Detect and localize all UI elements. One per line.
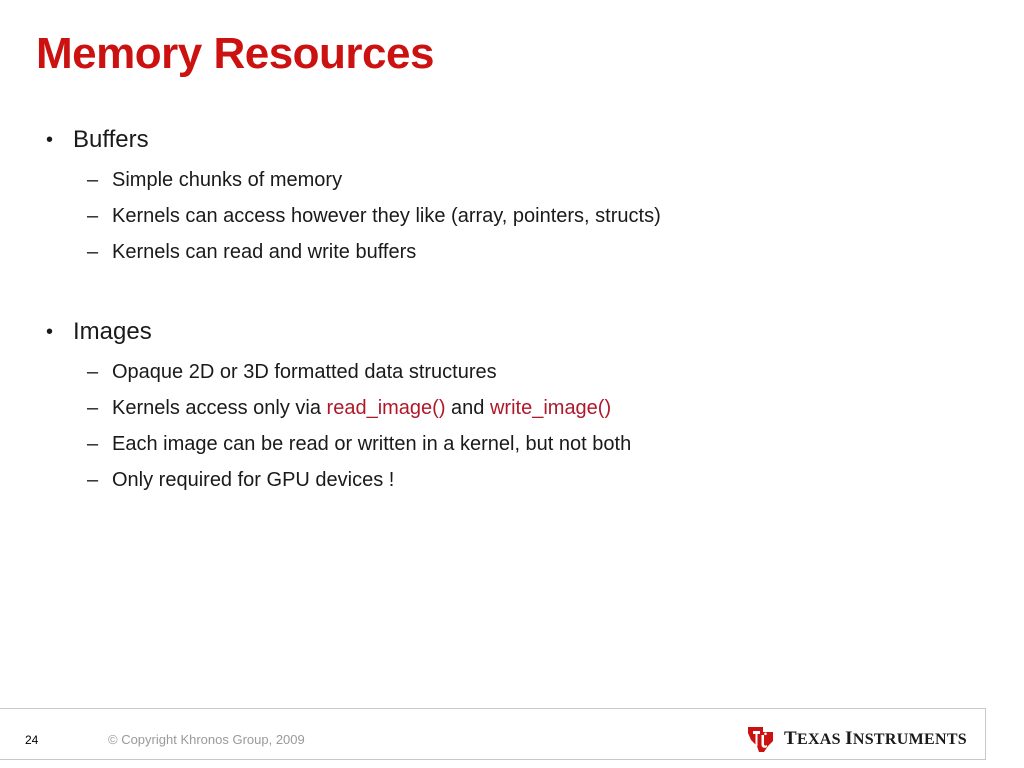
sub-item-text: Kernels can read and write buffers bbox=[112, 241, 417, 263]
texas-instruments-logo-icon bbox=[746, 724, 776, 754]
dash-icon: – bbox=[87, 361, 99, 383]
sub-item-text: Simple chunks of memory bbox=[112, 169, 343, 191]
sub-item bbox=[46, 168, 966, 192]
sub-item-text: Each image can be read or written in a kernel, but not both bbox=[112, 433, 632, 455]
sub-item-text: Kernels can access however they like (array, pointers, structs) bbox=[112, 205, 661, 227]
sub-list bbox=[46, 168, 966, 264]
dash-icon: – bbox=[87, 469, 99, 491]
sub-item bbox=[46, 396, 966, 420]
bullet-icon: • bbox=[46, 321, 54, 343]
dash-icon: – bbox=[87, 205, 99, 227]
dash-icon: – bbox=[87, 169, 99, 191]
section-buffers bbox=[46, 124, 966, 264]
bullet-item bbox=[46, 316, 966, 348]
sub-item bbox=[46, 468, 966, 492]
page-number: 24 bbox=[25, 733, 39, 747]
section-spacer bbox=[46, 264, 966, 316]
texas-instruments-wordmark: TEXAS INSTRUMENTS bbox=[784, 728, 968, 749]
section-images bbox=[46, 316, 966, 492]
sub-item bbox=[46, 240, 966, 264]
sub-item-text-middle: and bbox=[445, 397, 490, 419]
sub-item-text-prefix: Kernels access only via bbox=[112, 397, 327, 419]
texas-instruments-logo bbox=[746, 724, 967, 754]
section-heading: Buffers bbox=[73, 126, 149, 153]
slide-title: Memory Resources bbox=[36, 29, 434, 78]
slide-body bbox=[46, 124, 966, 492]
dash-icon: – bbox=[87, 397, 99, 419]
slide-footer bbox=[0, 708, 986, 760]
sub-item-text: Opaque 2D or 3D formatted data structures bbox=[112, 361, 497, 383]
section-heading: Images bbox=[73, 318, 152, 345]
bullet-icon: • bbox=[46, 129, 54, 151]
sub-item-text: Only required for GPU devices ! bbox=[112, 469, 395, 491]
dash-icon: – bbox=[87, 241, 99, 263]
copyright-notice: © Copyright Khronos Group, 2009 bbox=[108, 732, 305, 747]
read-image-function: read_image() bbox=[326, 397, 446, 419]
sub-item bbox=[46, 432, 966, 456]
sub-item bbox=[46, 360, 966, 384]
sub-item bbox=[46, 204, 966, 228]
bullet-item bbox=[46, 124, 966, 156]
sub-list bbox=[46, 360, 966, 492]
write-image-function: write_image() bbox=[489, 397, 612, 419]
dash-icon: – bbox=[87, 433, 99, 455]
